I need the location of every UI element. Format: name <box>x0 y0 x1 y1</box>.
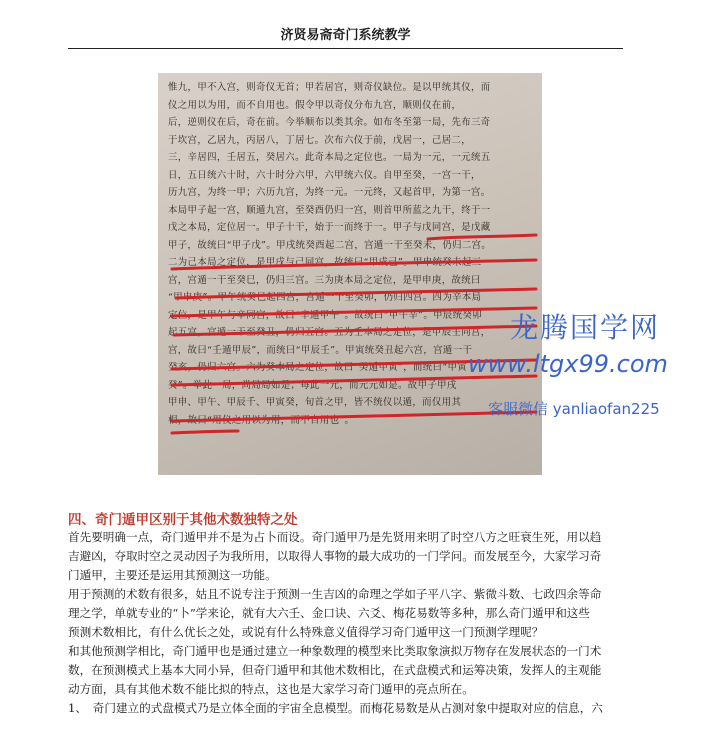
book-line: 惟九，甲不入宫，则奇仪无首；甲若居宫，则奇仪缺位。是以甲统其仪，而 <box>168 82 491 93</box>
red-underline <box>174 326 536 335</box>
body-line: 和其他预测学相比，奇门遁甲也是通过建立一种象数理的模型来比类取象演拟万物存在发展状态的一门术 <box>68 644 602 658</box>
red-underline <box>172 308 536 316</box>
book-page-photo <box>158 73 542 475</box>
red-underline <box>172 412 536 421</box>
book-line: 历九宫，为终一甲；六历九宫，为终一元。一元终，又起首甲，为第一宫。 <box>168 187 491 198</box>
body-line: 首先要明确一点，奇门遁甲并不是为占卜而设。奇门遁甲乃是先贤用来明了时空八方之旺衰生死，用以趋 <box>68 530 602 544</box>
page-header-title: 济贤易斋奇门系统教学 <box>280 28 411 43</box>
book-line: 仪之用以为用，而不自用也。假令甲以奇仪分布九宫，顺则仪在前， <box>168 99 462 111</box>
book-line: 日，五日统六十时，六十时分六甲，六甲统六仪。自甲至癸，一宫一干， <box>168 169 481 181</box>
red-underline <box>176 289 536 298</box>
book-line: 相，故曰“用仪之用以为用，而不自用也”。 <box>168 414 355 426</box>
book-line: 于坎宫，乙居九，丙居八，丁居七。次布六仪于前，戊居一，己居二， <box>168 134 472 146</box>
red-underline <box>428 235 536 239</box>
book-line: 甲申、甲午、甲辰千、甲寅癸，旬首之甲，皆不统仪以遁，而仅用其 <box>168 397 462 408</box>
book-line: 三，辛居四，壬居五，癸居六。此奇本局之定位也。一局为一元，一元统五 <box>168 152 491 163</box>
watermark-contact: 客服微信 yanliaofan225 <box>488 400 660 418</box>
red-underline-annotations <box>158 73 542 475</box>
book-line: 癸”。举此一局，尚局局如是；每此一元，而元元如是。故甲子甲戌 <box>168 379 457 391</box>
watermark-site-name: 龙腾国学网 <box>510 311 661 344</box>
section-heading: 四、奇门遁甲区别于其他术数独特之处 <box>68 512 298 528</box>
book-line: 后，逆则仪在后，奇在前。今举顺布以类其余。如布冬至第一局，先布三奇 <box>168 117 491 128</box>
book-line: 二为己本局之定位，是甲戌与己同宫，故统曰“甲戌己”。甲申统癸未起三 <box>168 257 482 268</box>
book-line: 起五宫，宫遁一干至癸丑，仍归五宫。五为壬本局之定位，是甲辰壬同宫， <box>168 327 491 338</box>
book-line: 戊之本局，定位居一。甲子十干，始于一而终于一。甲子与戊同宫，是戊藏 <box>168 222 491 233</box>
book-line: 定位，是甲午与辛同宫，故曰“辛遁甲午”。故统曰“甲午辛”。甲辰统癸卯 <box>168 309 483 321</box>
body-line: 门遁甲，主要还是运用其预测这一功能。 <box>68 568 277 582</box>
red-underline <box>172 260 536 269</box>
book-line: 宫，宫遁一干至癸巳，仍归三宫。三为庚本局之定位，是甲申庚，故统曰 <box>168 274 481 286</box>
section-body <box>68 528 628 718</box>
book-line: 甲子，故统曰“甲子戊”。甲戌统癸酉起二宫，宫遁一干至癸未，仍归二宫。 <box>168 239 492 251</box>
book-line: “甲申庚”。甲午统癸巳起四宫，宫遁一干至癸卯，仍归四宫。四为辛本局 <box>168 292 482 303</box>
book-line: 宫，故曰“壬遁甲辰”，而统曰“甲辰壬”。甲寅统癸丑起六宫，宫遁一干 <box>168 344 473 356</box>
body-line: 吉避凶，夺取时空之灵动因子为我所用，以取得人事物的最大成功的一门学问。而发展至今，大家学习奇 <box>68 549 602 563</box>
body-line: 理之学，单就专业的“卜”学来论，就有大六壬、金口诀、六爻、梅花易数等多种，那么奇门遁甲和这些 <box>68 606 590 620</box>
red-underline <box>172 431 238 433</box>
body-line: 数，在预测模式上基本大同小异，但奇门遁甲和其他术数相比，在式盘模式和运筹决策，发挥人的主观能 <box>68 663 602 677</box>
body-line: 动方面，具有其他术数不能比拟的特点，这也是大家学习奇门遁甲的亮点所在。 <box>68 682 474 696</box>
page-header <box>68 28 623 49</box>
book-line: 癸亥，仍归六宫。六为癸本局之定位，故曰“癸遁甲寅”，而统曰“甲寅 <box>168 362 468 373</box>
body-line: 1、 奇门建立的式盘模式乃是立体全面的宇宙全息模型。而梅花易数是从占测对象中提取对应的信息，六 <box>68 701 603 715</box>
body-line: 预测术数相比，有什么优长之处，或说有什么特殊意义值得学习奇门遁甲这一门预测学理呢？ <box>68 625 544 639</box>
watermark-url: www.ltgx99.com <box>468 350 668 378</box>
book-line: 本局甲子起一宫，顺遁九宫，至癸酉仍归一宫，则首甲所蓝之九干，终于一 <box>168 204 491 216</box>
body-line: 用于预测的术数有很多，姑且不说专注于预测一生吉凶的命理之学如子平八字、紫微斗数、七政四余等命 <box>68 587 602 601</box>
